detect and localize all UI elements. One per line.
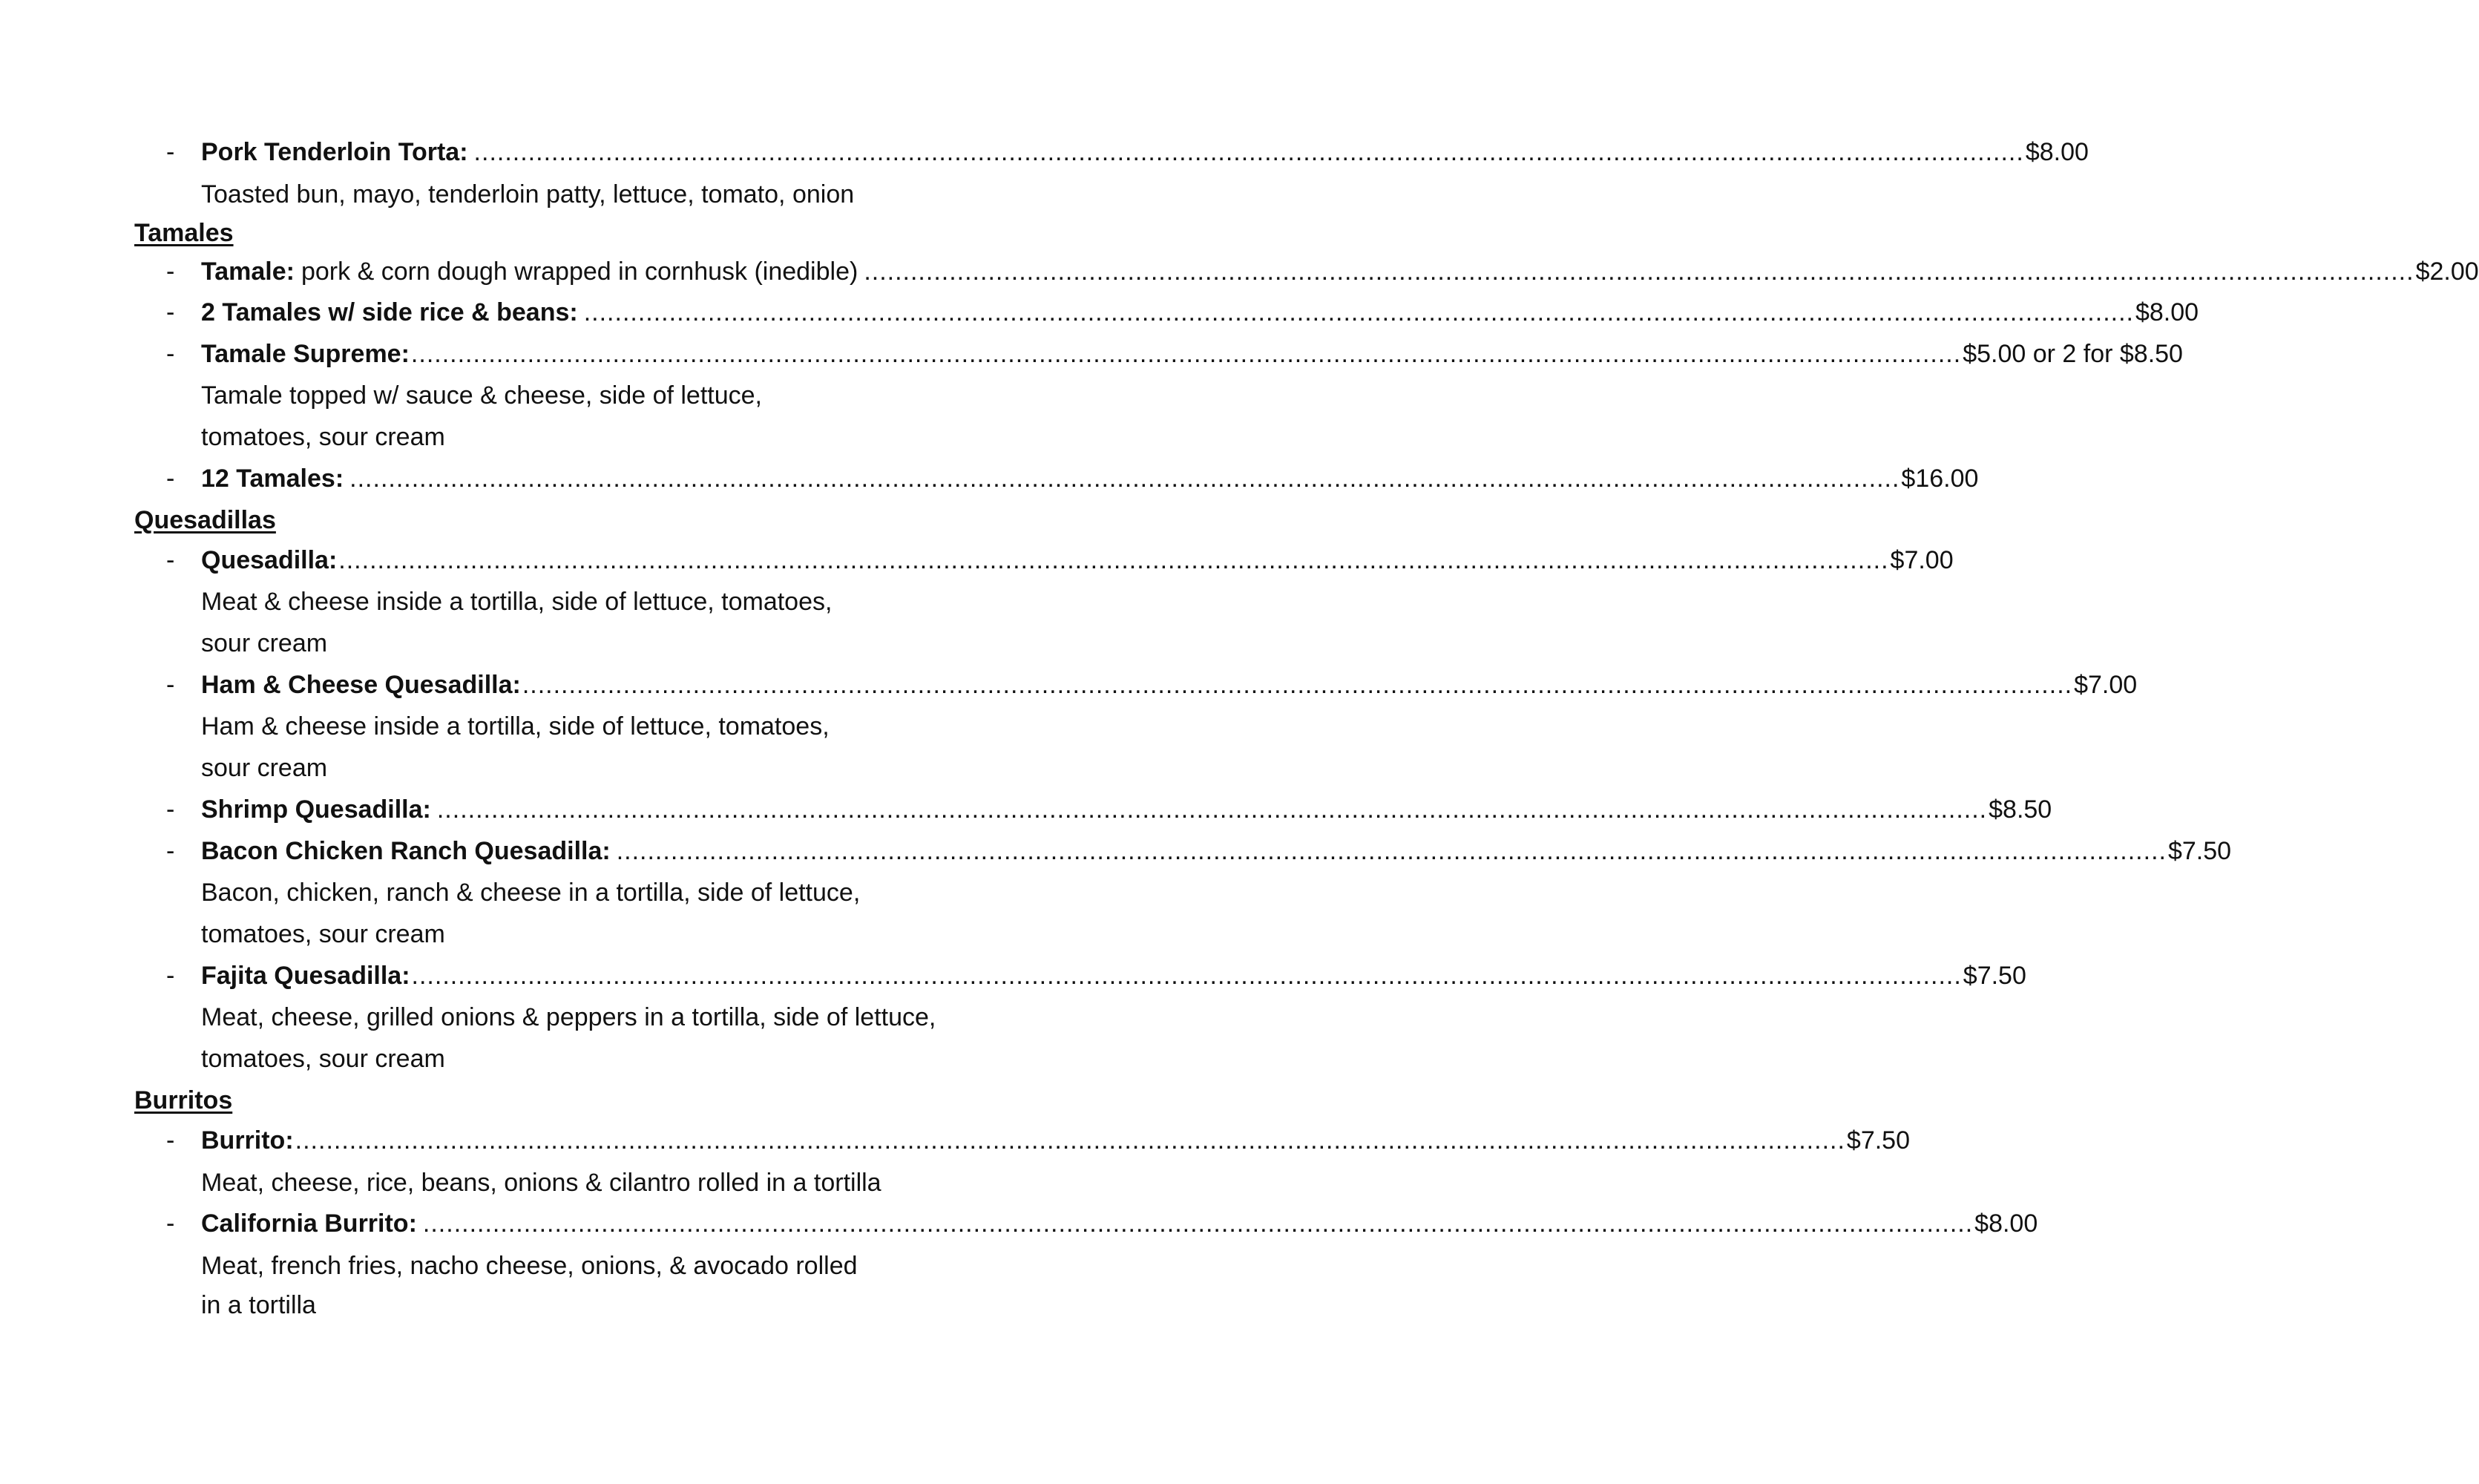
item-price: $8.00 <box>2025 138 2089 166</box>
dot-leader: ........................................................................................................................................................................................................ <box>864 257 2414 286</box>
dot-leader: ........................................................................................................................................................................................................ <box>616 837 2167 865</box>
dot-leader: ........................................................................................................................................................................................................ <box>411 962 1962 990</box>
item-name: Tamale Supreme: <box>201 340 410 368</box>
item-description: sour cream <box>201 629 328 657</box>
item-description-row <box>0 706 1146 747</box>
dot-leader: ........................................................................................................................................................................................................ <box>410 340 1962 368</box>
dot-leader: ........................................................................................................................................................................................................ <box>338 546 1889 574</box>
menu-item-row <box>0 251 2479 292</box>
menu-item-row <box>0 131 2089 173</box>
item-description-row <box>0 416 1146 458</box>
dot-leader: ........................................................................................................................................................................................................ <box>583 298 2134 326</box>
item-price: $16.00 <box>1901 464 1979 493</box>
section-heading-tamales: Tamales <box>134 219 234 247</box>
item-name: Tamale: <box>201 257 295 286</box>
item-description-row <box>0 1162 1146 1204</box>
menu-item-row <box>0 458 1979 499</box>
item-description-row <box>0 1038 1146 1080</box>
menu-item-california-burrito <box>201 1203 2038 1244</box>
section-heading-row <box>0 212 1146 254</box>
item-description-row <box>0 1245 1146 1287</box>
item-description: Meat, cheese, rice, beans, onions & cilantro rolled in a tortilla <box>201 1169 881 1197</box>
menu-item-tamale <box>201 251 2479 292</box>
item-name: Burrito: <box>201 1126 294 1155</box>
item-name: Ham & Cheese Quesadilla: <box>201 671 521 699</box>
item-name: Shrimp Quesadilla: <box>201 795 431 824</box>
item-price: $7.50 <box>1963 962 2026 990</box>
item-price: $7.50 <box>1846 1126 1911 1155</box>
item-name: 12 Tamales: <box>201 464 344 493</box>
menu-item-row <box>0 789 2052 830</box>
item-price: $2.00 <box>2415 257 2479 286</box>
item-name: 2 Tamales w/ side rice & beans: <box>201 298 578 326</box>
menu-item-ham-cheese-quesadilla <box>201 664 2138 706</box>
item-description: Toasted bun, mayo, tenderloin patty, lettuce, tomato, onion <box>201 180 855 209</box>
item-description-row <box>0 174 1146 215</box>
item-name: Pork Tenderloin Torta: <box>201 138 468 166</box>
item-description-row <box>0 747 1146 789</box>
item-description: Ham & cheese inside a tortilla, side of lettuce, tomatoes, <box>201 712 830 741</box>
menu-item-two-tamales <box>201 292 2199 333</box>
list-bullet: - <box>166 671 175 699</box>
menu-item-bacon-chicken-ranch-quesadilla <box>201 830 2232 872</box>
list-bullet: - <box>166 298 175 326</box>
list-bullet: - <box>166 340 175 368</box>
item-price: $7.50 <box>2167 837 2232 865</box>
menu-item-row <box>0 830 2232 872</box>
menu-item-tamale-supreme <box>201 333 2183 375</box>
section-heading-row <box>0 1080 1146 1121</box>
item-description: tomatoes, sour cream <box>201 423 445 451</box>
list-bullet: - <box>166 138 175 166</box>
item-name: Quesadilla: <box>201 546 338 574</box>
item-description-row <box>0 581 1146 623</box>
item-description: Meat & cheese inside a tortilla, side of lettuce, tomatoes, <box>201 588 833 616</box>
list-bullet: - <box>166 1126 175 1155</box>
item-price: $8.50 <box>1989 795 2052 824</box>
section-heading-burritos: Burritos <box>134 1086 233 1114</box>
list-bullet: - <box>166 837 175 865</box>
dot-leader: ........................................................................................................................................................................................................ <box>473 138 2024 166</box>
menu-item-burrito <box>201 1120 1911 1161</box>
item-note: pork & corn dough wrapped in cornhusk (inedible) <box>301 257 858 286</box>
item-price: $7.00 <box>1890 546 1954 574</box>
menu-item-twelve-tamales <box>201 458 1979 499</box>
menu-item-row <box>0 664 2138 706</box>
item-price: $8.00 <box>1974 1209 2038 1238</box>
item-price: $8.00 <box>2135 298 2199 326</box>
list-bullet: - <box>166 464 175 493</box>
menu-item-row <box>0 1120 1911 1161</box>
section-heading-quesadillas: Quesadillas <box>134 506 276 534</box>
item-description: Meat, french fries, nacho cheese, onions, & avocado rolled <box>201 1252 858 1280</box>
item-description: sour cream <box>201 754 328 782</box>
menu-item-row <box>0 955 2026 997</box>
menu-item-quesadilla <box>201 539 1954 581</box>
menu-item-row <box>0 333 2183 375</box>
item-description-row <box>0 623 1146 664</box>
item-description-row <box>0 913 1146 955</box>
dot-leader: ........................................................................................................................................................................................................ <box>349 464 1900 493</box>
item-description: Meat, cheese, grilled onions & peppers in a tortilla, side of lettuce, <box>201 1003 936 1031</box>
list-bullet: - <box>166 257 175 286</box>
item-description-row <box>0 1284 1146 1326</box>
section-heading-row <box>0 499 1146 541</box>
item-description: tomatoes, sour cream <box>201 920 445 948</box>
list-bullet: - <box>166 1209 175 1238</box>
item-description: tomatoes, sour cream <box>201 1045 445 1073</box>
item-description: Bacon, chicken, ranch & cheese in a tortilla, side of lettuce, <box>201 879 861 907</box>
item-description: Tamale topped w/ sauce & cheese, side of lettuce, <box>201 381 763 410</box>
item-name: Bacon Chicken Ranch Quesadilla: <box>201 837 611 865</box>
item-description-row <box>0 375 1146 416</box>
item-price: $7.00 <box>2074 671 2138 699</box>
list-bullet: - <box>166 795 175 824</box>
dot-leader: ........................................................................................................................................................................................................ <box>422 1209 1974 1238</box>
dot-leader: ........................................................................................................................................................................................................ <box>436 795 1988 824</box>
list-bullet: - <box>166 546 175 574</box>
list-bullet: - <box>166 962 175 990</box>
item-description-row <box>0 997 1146 1038</box>
item-name: Fajita Quesadilla: <box>201 962 410 990</box>
item-name: California Burrito: <box>201 1209 417 1238</box>
menu-item-torta <box>201 131 2089 173</box>
menu-item-row <box>0 1203 2038 1244</box>
menu-item-shrimp-quesadilla <box>201 789 2052 830</box>
dot-leader: ........................................................................................................................................................................................................ <box>522 671 2073 699</box>
item-description-row <box>0 872 1146 913</box>
menu-item-fajita-quesadilla <box>201 955 2026 997</box>
menu-item-row <box>0 292 2199 333</box>
item-price: $5.00 or 2 for $8.50 <box>1963 340 2183 368</box>
dot-leader: ........................................................................................................................................................................................................ <box>295 1126 1845 1155</box>
item-description: in a tortilla <box>201 1291 316 1319</box>
menu-item-row <box>0 539 1954 581</box>
